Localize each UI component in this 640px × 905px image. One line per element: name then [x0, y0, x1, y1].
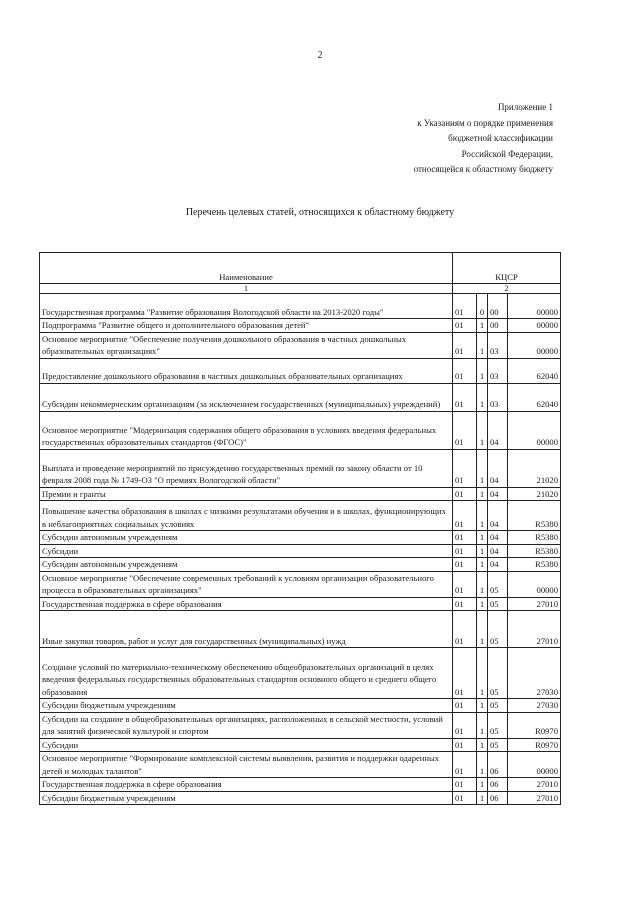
table-row	[40, 294, 561, 319]
code-event: 05	[488, 611, 508, 648]
appendix-block	[414, 100, 553, 178]
code-direction: R5380	[508, 558, 561, 572]
code-direction: 27010	[508, 778, 561, 792]
code-subprogram: 1	[477, 738, 488, 752]
code-program: 01	[453, 571, 477, 597]
code-subprogram: 1	[477, 487, 488, 501]
code-subprogram: 0	[477, 294, 488, 319]
code-event: 05	[488, 699, 508, 713]
row-name: Субсидии некоммерческим организациям (за исключением государственных (муниципальных) учреждений)	[40, 383, 453, 411]
table-row	[40, 501, 561, 531]
row-name: Субсидии автономным учреждениям	[40, 531, 453, 545]
code-direction: 27030	[508, 648, 561, 699]
code-event: 05	[488, 712, 508, 738]
code-event: 00	[488, 294, 508, 319]
col-number-code: 2	[453, 284, 561, 294]
code-direction: 21020	[508, 487, 561, 501]
code-program: 01	[453, 699, 477, 713]
code-direction: 62040	[508, 358, 561, 383]
table-row	[40, 738, 561, 752]
table-row	[40, 611, 561, 648]
code-subprogram: 1	[477, 531, 488, 545]
code-event: 05	[488, 597, 508, 611]
code-event: 05	[488, 738, 508, 752]
table-row	[40, 487, 561, 501]
row-name: Субсидии	[40, 544, 453, 558]
code-subprogram: 1	[477, 648, 488, 699]
appendix-line: Российской Федерации,	[461, 148, 553, 159]
code-subprogram: 1	[477, 411, 488, 449]
row-name: Субсидии на создание в общеобразовательных организациях, расположенных в сельской местности, условий для занятий физической культурой и спортом	[40, 712, 453, 738]
table-row	[40, 544, 561, 558]
code-event: 06	[488, 752, 508, 778]
table-row	[40, 648, 561, 699]
table-row	[40, 531, 561, 545]
code-subprogram: 1	[477, 597, 488, 611]
row-name: Создание условий по материально-техническому обеспечению общеобразовательных организаций в целях введения федеральных государственных образовательных стандартов основного общего и среднего общего образования	[40, 648, 453, 699]
row-name: Основное мероприятие "Модернизация содержания общего образования в условиях введения федеральных государственных образовательных стандартов (ФГОС)"	[40, 411, 453, 449]
code-program: 01	[453, 501, 477, 531]
code-event: 03	[488, 383, 508, 411]
code-subprogram: 1	[477, 544, 488, 558]
code-event: 04	[488, 487, 508, 501]
code-program: 01	[453, 487, 477, 501]
code-program: 01	[453, 411, 477, 449]
code-program: 01	[453, 611, 477, 648]
row-name: Премии и гранты	[40, 487, 453, 501]
table-row	[40, 332, 561, 358]
code-subprogram: 1	[477, 558, 488, 572]
table-row	[40, 571, 561, 597]
code-direction: R0970	[508, 738, 561, 752]
table-row	[40, 358, 561, 383]
code-direction: 27030	[508, 699, 561, 713]
code-event: 06	[488, 791, 508, 805]
code-program: 01	[453, 597, 477, 611]
code-program: 01	[453, 558, 477, 572]
code-subprogram: 1	[477, 383, 488, 411]
code-event: 04	[488, 449, 508, 487]
code-event: 04	[488, 411, 508, 449]
code-subprogram: 1	[477, 501, 488, 531]
row-name: Основное мероприятие "Формирование комплексной системы выявления, развития и поддержки одаренных детей и молодых талантов"	[40, 752, 453, 778]
code-program: 01	[453, 294, 477, 319]
row-name: Основное мероприятие "Обеспечение получения дошкольного образования в частных дошкольных образовательных организациях"	[40, 332, 453, 358]
code-event: 03	[488, 332, 508, 358]
code-event: 00	[488, 319, 508, 333]
row-name: Государственная поддержка в сфере образования	[40, 778, 453, 792]
row-name: Субсидии автономным учреждениям	[40, 558, 453, 572]
row-name: Повышение качества образования в школах с низкими результатами обучения и в школах, функционирующих в неблагоприятных социальных условиях	[40, 501, 453, 531]
code-event: 04	[488, 544, 508, 558]
table-row	[40, 558, 561, 572]
code-event: 04	[488, 531, 508, 545]
code-event: 05	[488, 571, 508, 597]
table-row	[40, 383, 561, 411]
row-name: Субсидии бюджетным учреждениям	[40, 699, 453, 713]
document-title: Перечень целевых статей, относящихся к областному бюджету	[185, 207, 455, 218]
row-name: Государственная программа "Развитие образования Вологодской области на 2013-2020 годы"	[40, 294, 453, 319]
table-row	[40, 791, 561, 805]
budget-table	[39, 252, 561, 805]
code-subprogram: 1	[477, 319, 488, 333]
code-direction: R5380	[508, 501, 561, 531]
column-number-row	[40, 284, 561, 294]
code-subprogram: 1	[477, 699, 488, 713]
code-event: 03	[488, 358, 508, 383]
col-number-name: 1	[40, 284, 453, 294]
code-subprogram: 1	[477, 611, 488, 648]
appendix-line: к Указаниям о порядке применения	[417, 117, 553, 128]
code-direction: 00000	[508, 571, 561, 597]
code-program: 01	[453, 449, 477, 487]
header-name: Наименование	[40, 253, 453, 284]
code-program: 01	[453, 738, 477, 752]
code-direction: 62040	[508, 383, 561, 411]
table-row	[40, 699, 561, 713]
code-direction: R0970	[508, 712, 561, 738]
row-name: Подпрограмма "Развитие общего и дополнительного образования детей"	[40, 319, 453, 333]
code-subprogram: 1	[477, 571, 488, 597]
code-program: 01	[453, 531, 477, 545]
code-program: 01	[453, 544, 477, 558]
code-event: 06	[488, 778, 508, 792]
code-program: 01	[453, 648, 477, 699]
code-subprogram: 1	[477, 449, 488, 487]
table-row	[40, 712, 561, 738]
row-name: Субсидии бюджетным учреждениям	[40, 791, 453, 805]
code-subprogram: 1	[477, 358, 488, 383]
table-row	[40, 597, 561, 611]
appendix-line: относящейся к областному бюджету	[413, 164, 553, 174]
code-event: 05	[488, 648, 508, 699]
table-row	[40, 778, 561, 792]
row-name: Иные закупки товаров, работ и услуг для государственных (муниципальных) нужд	[40, 611, 453, 648]
code-direction: R5380	[508, 544, 561, 558]
table-header-row	[40, 253, 561, 284]
code-event: 04	[488, 558, 508, 572]
code-subprogram: 1	[477, 712, 488, 738]
code-direction: 00000	[508, 411, 561, 449]
header-code: КЦСР	[453, 253, 561, 284]
code-subprogram: 1	[477, 791, 488, 805]
code-direction: 27010	[508, 597, 561, 611]
code-subprogram: 1	[477, 752, 488, 778]
code-subprogram: 1	[477, 332, 488, 358]
code-direction: 00000	[508, 752, 561, 778]
code-direction: 21020	[508, 449, 561, 487]
code-direction: 27010	[508, 611, 561, 648]
code-program: 01	[453, 358, 477, 383]
code-subprogram: 1	[477, 778, 488, 792]
appendix-line: Приложение 1	[497, 102, 553, 112]
code-program: 01	[453, 712, 477, 738]
row-name: Основное мероприятие "Обеспечение современных требований к условиям организации образовательного процесса в образовательных организациях"	[40, 571, 453, 597]
code-direction: 00000	[508, 319, 561, 333]
code-direction: R5380	[508, 531, 561, 545]
row-name: Предоставление дошкольного образования в частных дошкольных образовательных организациях	[40, 358, 453, 383]
code-direction: 00000	[508, 332, 561, 358]
row-name: Субсидии	[40, 738, 453, 752]
code-direction: 00000	[508, 294, 561, 319]
code-direction: 27010	[508, 791, 561, 805]
code-event: 04	[488, 501, 508, 531]
code-program: 01	[453, 383, 477, 411]
table-row	[40, 411, 561, 449]
code-program: 01	[453, 332, 477, 358]
appendix-line: бюджетной классификации	[448, 133, 553, 143]
code-program: 01	[453, 778, 477, 792]
row-name: Государственная поддержка в сфере образования	[40, 597, 453, 611]
code-program: 01	[453, 791, 477, 805]
row-name: Выплата и проведение мероприятий по присуждению государственных премий по закону области от 10 февраля 2008 года № 1749-ОЗ "О премиях Вологодской области"	[40, 449, 453, 487]
code-program: 01	[453, 752, 477, 778]
table-row	[40, 449, 561, 487]
page-number: 2	[317, 50, 323, 61]
code-program: 01	[453, 319, 477, 333]
table-row	[40, 319, 561, 333]
table-row	[40, 752, 561, 778]
